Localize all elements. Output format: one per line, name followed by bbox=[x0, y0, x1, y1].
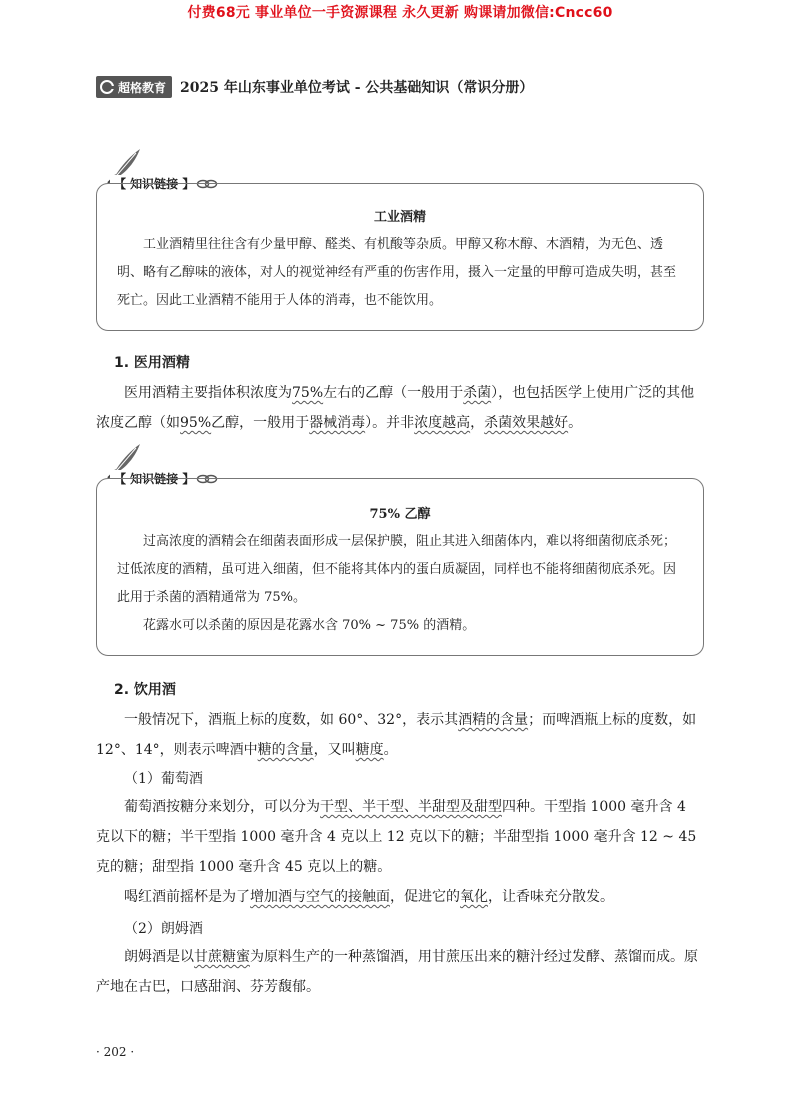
top-banner: 付费68元 事业单位一手资源课程 永久更新 购课请加微信:Cncc60 bbox=[187, 5, 613, 21]
text-run: 左右的乙醇（一般用于 bbox=[323, 385, 464, 401]
box-title: 75% 乙醇 bbox=[369, 507, 431, 522]
underlined-term: 杀菌 bbox=[463, 385, 492, 401]
text-run: ；而啤酒瓶上标的度数，如 12°、14°，则表示啤酒中 bbox=[96, 712, 697, 758]
text-run: 朗姆酒是以 bbox=[124, 949, 194, 965]
underlined-term: 95% bbox=[180, 415, 212, 431]
box-title: 工业酒精 bbox=[373, 210, 426, 225]
text-run: ， bbox=[470, 415, 485, 431]
underlined-term: 氧化 bbox=[460, 889, 488, 905]
paragraph-red-wine bbox=[96, 882, 704, 912]
logo-text: 超格教育 bbox=[118, 80, 167, 95]
text-run: 葡萄酒按糖分来划分，可以分为 bbox=[124, 799, 320, 815]
box-paragraph-2: 花露水可以杀菌的原因是花露水含 70% ~ 75% 的酒精。 bbox=[143, 618, 476, 633]
underlined-term: 甘蔗糖蜜 bbox=[194, 949, 250, 965]
subheading-rum: （2）朗姆酒 bbox=[124, 921, 203, 937]
header-title: 2025 年山东事业单位考试 - 公共基础知识（常识分册） bbox=[180, 80, 534, 96]
underlined-term: 糖的含量 bbox=[257, 742, 314, 758]
text-run: 。 bbox=[568, 415, 583, 431]
section-heading-medical-alcohol: 1. 医用酒精 bbox=[114, 355, 190, 371]
box-paragraph: 工业酒精里往往含有少量甲醇、醛类、有机酸等杂质。甲醇又称木醇、木酒精，为无色、透明、略有乙醇味的液体，对人的视觉神经有严重的伤害作用，摄入一定量的甲醇可造成失明，甚至死亡。因此工业酒精不能用于人体的消毒，也不能饮用。 bbox=[117, 237, 677, 308]
underlined-term: 干型、半干型、半甜型及甜型 bbox=[320, 799, 502, 815]
text-run: 。 bbox=[383, 742, 398, 758]
paragraph-wine bbox=[96, 792, 704, 882]
page-number: · 202 · bbox=[96, 1045, 135, 1059]
text-run: ，促进它的 bbox=[390, 889, 460, 905]
publisher-logo bbox=[96, 76, 172, 98]
underlined-term: 糖度 bbox=[355, 742, 384, 758]
paragraph-degrees bbox=[96, 705, 704, 765]
text-run: 喝红酒前摇杯是为了 bbox=[124, 889, 250, 905]
underlined-term: 酒精的含量 bbox=[458, 712, 529, 728]
tag-label: 【 知识链接 】 bbox=[114, 177, 195, 191]
subheading-wine: （1）葡萄酒 bbox=[124, 771, 203, 787]
text-run: 四种。干型指 1000 毫升含 4 克以下的糖；半干型指 1000 毫升含 4 克以上 12 克以下的糖；半甜型指 1000 毫升含 12 ~ 45 克的糖；甜型指 1000 毫升含 45 克以上的糖。 bbox=[96, 799, 697, 875]
text-run: 医用酒精主要指体积浓度为 bbox=[124, 385, 292, 401]
text-run: 乙醇，一般用于 bbox=[211, 415, 310, 431]
page-header bbox=[96, 76, 533, 98]
paragraph-rum bbox=[96, 942, 704, 1002]
text-run: ），也包括医学上使用广泛的其他浓度乙醇（如 bbox=[96, 385, 695, 431]
text-run: ，让香味充分散发。 bbox=[488, 889, 614, 905]
knowledge-box-industrial-alcohol bbox=[96, 183, 704, 331]
tag-label: 【 知识链接 】 bbox=[114, 472, 195, 486]
text-run: 一般情况下，酒瓶上标的度数，如 60°、32°，表示其 bbox=[124, 712, 459, 728]
text-run: 为原料生产的一种蒸馏酒，用甘蔗压出来的糖汁经过发酵、蒸馏而成。原产地在古巴，口感甜润、芬芳馥郁。 bbox=[96, 949, 698, 995]
underlined-term: 浓度越高 bbox=[414, 415, 471, 431]
box-paragraph-1: 过高浓度的酒精会在细菌表面形成一层保护膜，阻止其进入细菌体内，难以将细菌彻底杀死；过低浓度的酒精，虽可进入细菌，但不能将其体内的蛋白质凝固，同样也不能将细菌彻底杀死。因此用于杀菌的酒精通常为 75%。 bbox=[117, 534, 677, 605]
underlined-term: 器械消毒 bbox=[309, 415, 366, 431]
section-heading-drinking-alcohol: 2. 饮用酒 bbox=[114, 682, 176, 698]
underlined-term: 杀菌效果越好 bbox=[484, 415, 569, 431]
underlined-term: 75% bbox=[292, 385, 324, 401]
logo-g-icon bbox=[100, 80, 114, 94]
paragraph-medical-alcohol bbox=[96, 378, 704, 438]
knowledge-box-75-ethanol bbox=[96, 478, 704, 656]
text-run: ，又叫 bbox=[313, 742, 356, 758]
underlined-term: 增加酒与空气的接触面 bbox=[250, 889, 390, 905]
text-run: ）。并非 bbox=[365, 415, 415, 431]
